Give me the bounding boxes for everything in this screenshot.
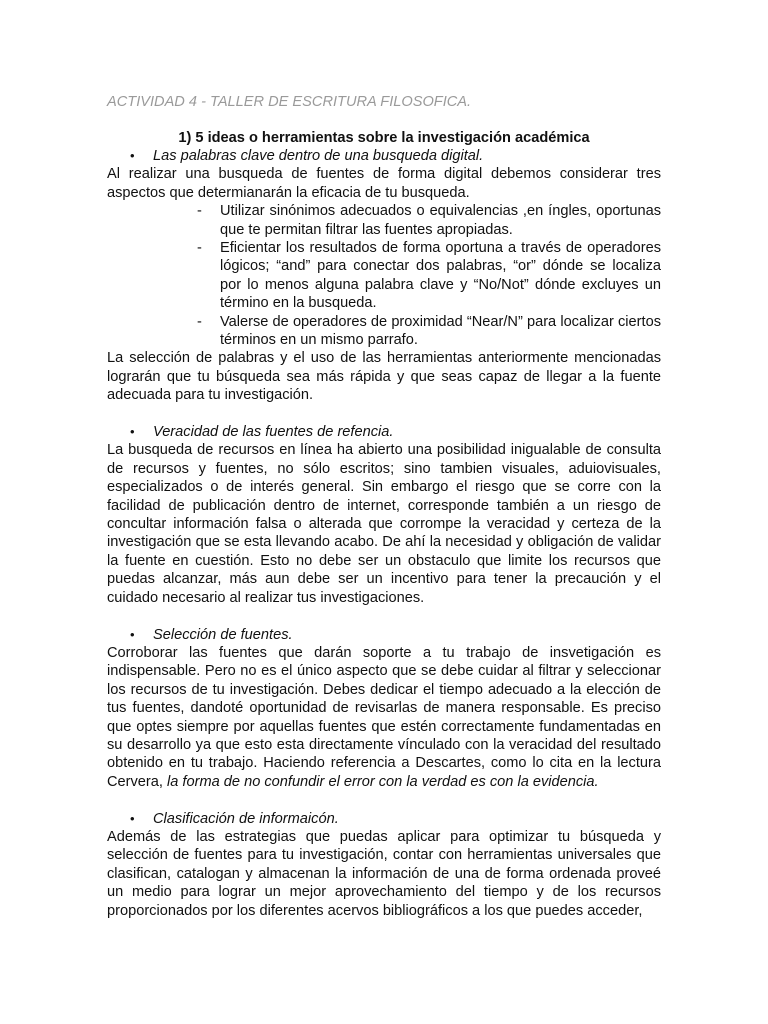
paragraph-text: Corroborar las fuentes que darán soporte a tu trabajo de insvetigación es indispensable. Pero no es el único aspecto que se debe cuidar al filtrar y seleccionar los recursos de tu investigación. Debes dedicar el tiempo adecuado a la elección de tus fuentes, dandoté oportunidad de revisarlas de manera responsable. Es preciso que optes siempre por aquellas fuentes que estén correctamente fundamentadas en su desarrollo ya que esto esta directamente vínculado con la veracidad del resultado obtenido en tu trabajo. Haciendo referencia a Descartes, como lo cita en la lectura Cervera, xyxy=(107,644,661,790)
bullet-icon: • xyxy=(130,810,135,826)
dash-icon: - xyxy=(197,313,202,330)
paragraph: Además de las estrategias que puedas aplicar para optimizar tu búsqueda y selección de fuentes para tu investigación, contar con herramientas universales que clasifican, catalogan y almacenan la información de una de forma ordenada proveé un medio para lograr un mejor aprovechamiento del tiempo y de los recursos proporcionados por los diferentes acervos bibliográficos a los que puedes acceder, xyxy=(107,828,661,919)
list-item-text: Utilizar sinónimos adecuados o equivalencias ,en íngles, oportunas que te permitan filtrar las fuentes apropiadas. xyxy=(220,203,661,238)
bullet-keywords xyxy=(107,147,661,165)
paragraph: La selección de palabras y el uso de las herramientas anteriormente mencionadas lograrán que tu búsqueda sea más rápida y que seas capaz de llegar a la fuente adecuada para tu investigación. xyxy=(107,350,661,404)
bullet-title: Veracidad de las fuentes de refencia. xyxy=(153,424,394,441)
bullet-title: Clasificación de informaicón. xyxy=(153,810,339,827)
paragraph: La busqueda de recursos en línea ha abierto una posibilidad inigualable de consulta de recursos y fuentes, no sólo escritos; sino tambien visuales, aduiovisuales, especializados o de interés general. Sin embargo el riesgo que se corre con la facilidad de publicación dentro de internet, corresponde también a un riesgo de concultar información falsa o alterada que corrompe la veracidad y certeza de la investigación que se esta llevando acabo. De ahí la necesidad y obligación de validar la fuente en cuestión. Esto no debe ser un obstaculo que limite los recursos que puedas alcanzar, más aun debe ser un incentivo para tener la precaución y el cuidado necesario al realizar tus investigaciones. xyxy=(107,442,661,606)
section-heading: 1) 5 ideas o herramientas sobre la investigación académica xyxy=(178,130,590,146)
paragraph xyxy=(107,644,661,791)
dash-icon: - xyxy=(197,240,202,257)
list-item-text: Valerse de operadores de proximidad “Near/N” para localizar ciertos términos en un mismo parrafo. xyxy=(220,313,661,349)
dash-list-item xyxy=(197,239,661,313)
descartes-quote: la forma de no confundir el error con la verdad es con la evidencia. xyxy=(167,773,599,790)
dash-list-item xyxy=(197,202,661,239)
bullet-veracity xyxy=(107,423,661,441)
paragraph: Al realizar una busqueda de fuentes de forma digital debemos considerar tres aspectos que determianarán la eficacia de tu busqueda. xyxy=(107,166,661,201)
bullet-title: Selección de fuentes. xyxy=(153,626,293,643)
bullet-classification xyxy=(107,810,661,828)
list-item-text: Eficientar los resultados de forma oportuna a través de operadores lógicos; “and” para conectar dos palabras, “or” dónde se localiza por lo menos alguna palabra clave y “No/Not” dónde excluyes un término en la busqueda. xyxy=(220,240,661,312)
bullet-source-selection xyxy=(107,626,661,644)
activity-header: ACTIVIDAD 4 - TALLER DE ESCRITURA FILOSOFICA. xyxy=(107,94,472,110)
dash-icon: - xyxy=(197,203,202,220)
document-body xyxy=(107,147,661,920)
dash-list-item xyxy=(197,313,661,350)
bullet-title: Las palabras clave dentro de una busqueda digital. xyxy=(153,148,484,164)
bullet-icon: • xyxy=(130,626,135,642)
bullet-icon: • xyxy=(130,148,135,163)
bullet-icon: • xyxy=(130,424,135,440)
